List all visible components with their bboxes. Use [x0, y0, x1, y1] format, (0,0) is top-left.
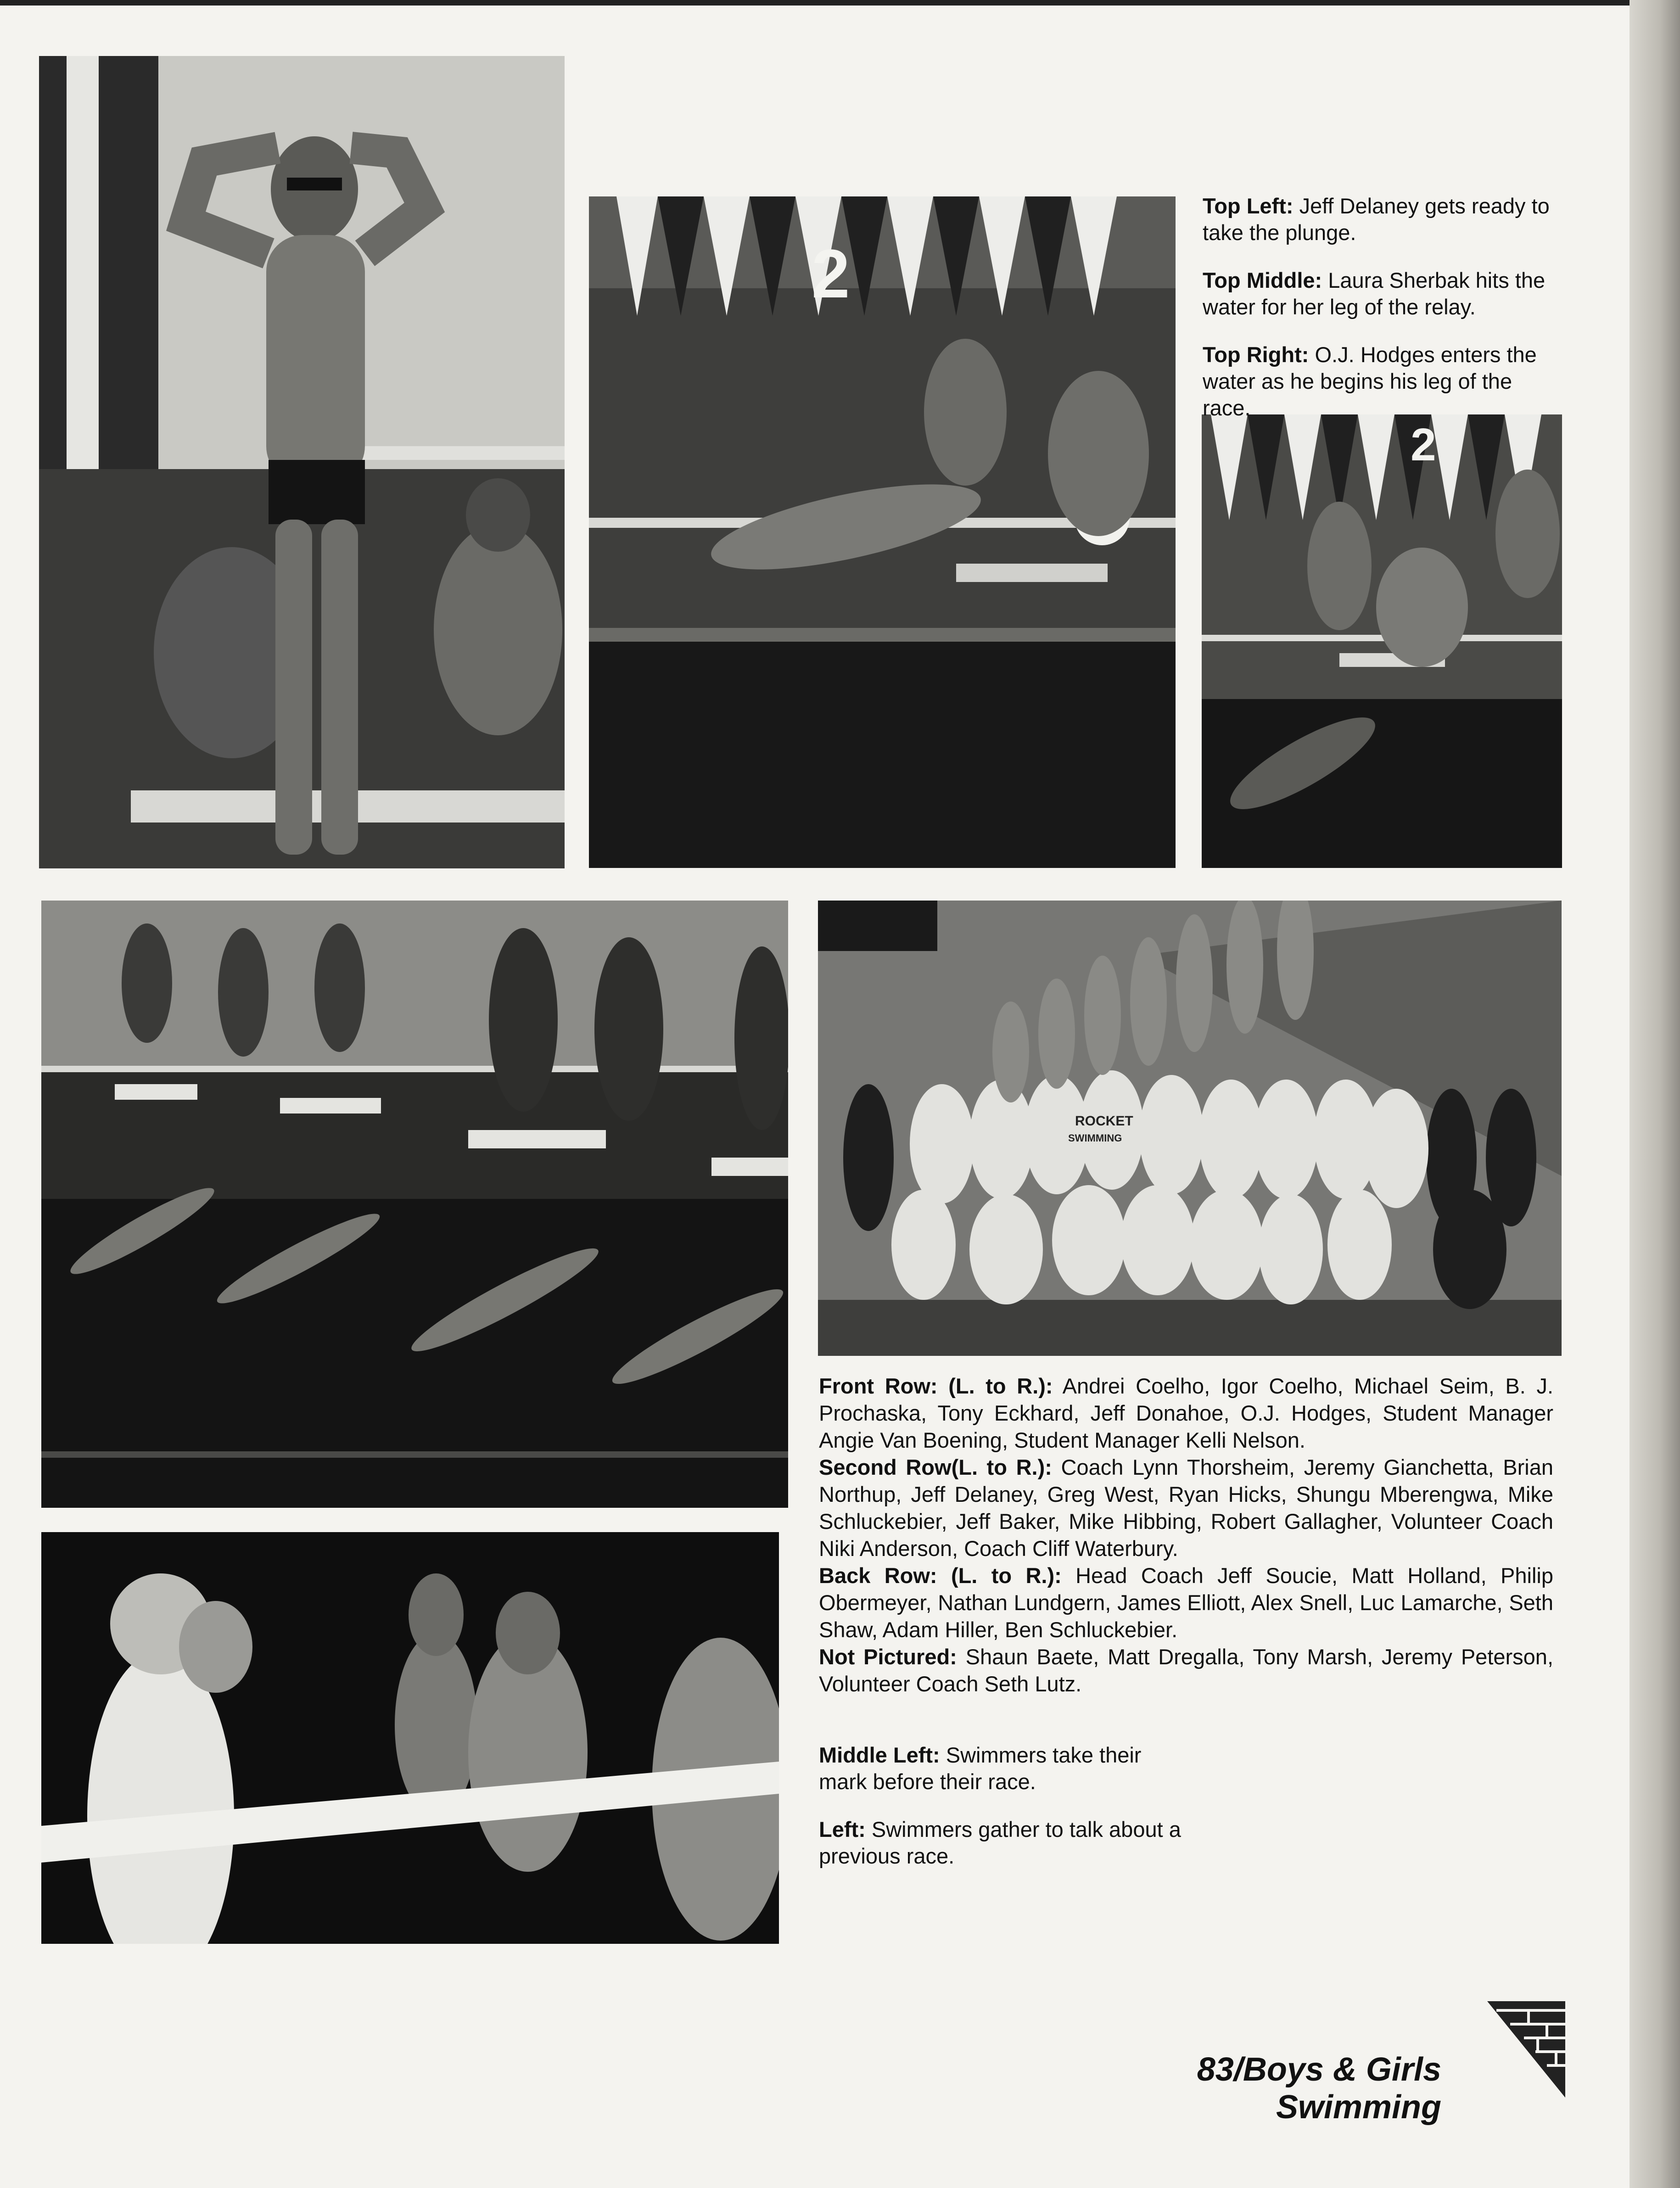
roster-not-pictured: [819, 1643, 1553, 1697]
photo-bottom-left-gather: [41, 1532, 779, 1944]
caption-top-left: [1203, 193, 1561, 246]
caption-middle-left: [819, 1742, 1182, 1795]
roster-text: Head Coach Jeff Soucie, Matt Holland, Philip Obermeyer, Nathan Lundgern, James Elliott, Alex Snell, Luc Lamarche, Seth Shaw, Adam Hiller, Ben Schluckebier.: [819, 1563, 1554, 1642]
photo-top-middle-relay: [589, 196, 1176, 868]
photo-top-right-dive: [1202, 414, 1562, 868]
caption-label: Top Right:: [1203, 342, 1309, 367]
roster-label: Back Row: (L. to R.):: [819, 1563, 1062, 1588]
photo-team-group: [818, 901, 1562, 1356]
roster-text: Shaun Baete, Matt Dregalla, Tony Marsh, Jeremy Peterson, Volunteer Coach Seth Lutz.: [819, 1645, 1554, 1696]
page-top-edge: [0, 0, 1630, 6]
roster-back-row: [819, 1562, 1553, 1643]
roster-text: Coach Lynn Thorsheim, Jeremy Gianchetta, Brian Northup, Jeff Delaney, Greg West, Ryan Hicks, Shungu Mberengwa, Mike Schluckebier, Jeff Baker, Mike Hibbing, Robert Gallagher, Volunteer Coach Niki Anderson, Coach Cliff Waterbury.: [819, 1455, 1553, 1561]
team-shirt-text-1: ROCKET: [1075, 1114, 1133, 1129]
photo-middle-left-backstroke: [41, 901, 788, 1508]
caption-text: O.J. Hodges enters the water as he begins his leg of the race.: [1203, 342, 1537, 420]
caption-text: Swimmers take their mark before their race.: [819, 1743, 1142, 1794]
roster-label: Second Row(L. to R.):: [819, 1455, 1052, 1479]
caption-label: Middle Left:: [819, 1743, 940, 1767]
caption-top-right: [1203, 341, 1561, 421]
caption-label: Top Left:: [1203, 194, 1294, 218]
page-folio: 83/Boys & Girls Swimming: [1197, 2051, 1441, 2126]
roster-front-row: [819, 1372, 1553, 1454]
roster-label: Front Row: (L. to R.):: [819, 1374, 1053, 1398]
lane-number-right: 2: [1411, 419, 1436, 470]
roster-text: Andrei Coelho, Igor Coelho, Michael Seim, B. J. Prochaska, Tony Eckhard, Jeff Donahoe, O.J. Hodges, Student Manager Angie Van Boening, Student Manager Kelli Nelson.: [819, 1374, 1553, 1452]
caption-text: Swimmers gather to talk about a previous race.: [819, 1817, 1181, 1868]
caption-label: Top Middle:: [1203, 268, 1322, 292]
top-captions: [1203, 193, 1561, 442]
team-roster: [819, 1372, 1553, 1697]
roster-label: Not Pictured:: [819, 1645, 957, 1669]
lane-number-middle: 2: [812, 235, 850, 312]
book-binding-edge: [1630, 0, 1680, 2188]
caption-text: Laura Sherbak hits the water for her leg of the relay.: [1203, 268, 1546, 319]
photo-top-left-swimmer: [39, 56, 565, 868]
bottom-captions: [819, 1742, 1182, 1891]
caption-label: Left:: [819, 1817, 866, 1841]
caption-text: Jeff Delaney gets ready to take the plunge.: [1203, 194, 1550, 245]
team-shirt-text-2: SWIMMING: [1068, 1132, 1122, 1144]
roster-second-row: [819, 1454, 1553, 1562]
caption-top-middle: [1203, 267, 1561, 320]
caption-left: [819, 1816, 1182, 1869]
brick-wall-icon: [1487, 2001, 1565, 2098]
